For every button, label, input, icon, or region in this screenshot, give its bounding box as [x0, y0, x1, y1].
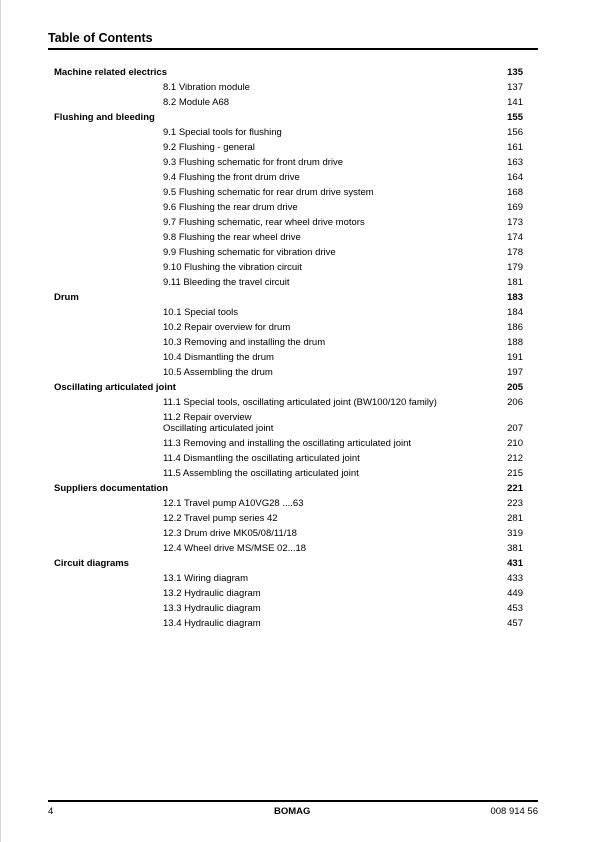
toc-section-entry[interactable] [54, 412, 524, 438]
toc-section-entry[interactable] [54, 97, 524, 112]
toc-entry-title: 9.3 Flushing schematic for front drum drive [163, 157, 344, 168]
toc-entry-page-number: 137 [507, 82, 523, 93]
toc-section-entry[interactable] [54, 588, 524, 603]
toc-entry-title: 9.1 Special tools for flushing [163, 127, 282, 138]
toc-section-entry[interactable] [54, 397, 524, 412]
toc-entry-page-number: 188 [507, 337, 523, 348]
toc-entry-title: 13.1 Wiring diagram [163, 573, 249, 584]
toc-entry-title: 8.1 Vibration module [163, 82, 250, 93]
toc-section-entry[interactable] [54, 277, 524, 292]
toc-entry-page-number: 169 [507, 202, 523, 213]
toc-section-entry[interactable] [54, 247, 524, 262]
toc-entry-page-number: 197 [507, 367, 523, 378]
toc-entry-title: Machine related electrics [54, 67, 167, 78]
toc-chapter-entry[interactable] [54, 382, 524, 397]
toc-section-entry[interactable] [54, 232, 524, 247]
footer-page-number: 4 [48, 806, 54, 817]
toc-section-entry[interactable] [54, 202, 524, 217]
toc-entry-title: 9.8 Flushing the rear wheel drive [163, 232, 301, 243]
toc-entry-page-number: 168 [507, 187, 523, 198]
toc-entry-page-number: 206 [507, 397, 523, 408]
header-divider [48, 48, 538, 50]
toc-entry-title: 9.2 Flushing - general [163, 142, 255, 153]
toc-entry-page-number: 281 [507, 513, 523, 524]
toc-entry-page-number: 449 [507, 588, 523, 599]
toc-entry-title: 10.3 Removing and installing the drum [163, 337, 326, 348]
toc-entry-title: 9.4 Flushing the front drum drive [163, 172, 300, 183]
toc-entry-page-number: 156 [507, 127, 523, 138]
toc-section-entry[interactable] [54, 127, 524, 142]
toc-entry-title: 13.3 Hydraulic diagram [163, 603, 261, 614]
toc-section-entry[interactable] [54, 573, 524, 588]
toc-entry-title: 11.5 Assembling the oscillating articulated joint [163, 468, 359, 479]
toc-entry-page-number: 207 [507, 423, 523, 434]
toc-entry-page-number: 215 [507, 468, 523, 479]
toc-entry-page-number: 212 [507, 453, 523, 464]
toc-entry-title: 10.2 Repair overview for drum [163, 322, 291, 333]
toc-section-entry[interactable] [54, 82, 524, 97]
toc-entry-title: 11.1 Special tools, oscillating articulated joint (BW100/120 family) [163, 397, 437, 408]
toc-entry-page-number: 431 [507, 558, 523, 569]
toc-entry-title: 9.5 Flushing schematic for rear drum drive system [163, 187, 374, 198]
footer-divider [48, 800, 538, 802]
toc-entry-title: Circuit diagrams [54, 558, 129, 569]
toc-entry-title: 11.2 Repair overview Oscillating articulated joint [163, 412, 274, 434]
toc-entry-page-number: 453 [507, 603, 523, 614]
toc-section-entry[interactable] [54, 367, 524, 382]
toc-section-entry[interactable] [54, 468, 524, 483]
toc-entry-page-number: 381 [507, 543, 523, 554]
toc-section-entry[interactable] [54, 498, 524, 513]
toc-chapter-entry[interactable] [54, 483, 524, 498]
toc-entry-title: 9.9 Flushing schematic for vibration drive [163, 247, 336, 258]
toc-section-entry[interactable] [54, 307, 524, 322]
toc-entry-page-number: 184 [507, 307, 523, 318]
toc-chapter-entry[interactable] [54, 112, 524, 127]
toc-section-entry[interactable] [54, 337, 524, 352]
toc-section-entry[interactable] [54, 543, 524, 558]
toc-entry-page-number: 319 [507, 528, 523, 539]
toc-section-entry[interactable] [54, 172, 524, 187]
toc-section-entry[interactable] [54, 618, 524, 633]
toc-section-entry[interactable] [54, 142, 524, 157]
toc-entry-page-number: 181 [507, 277, 523, 288]
toc-entry-title: 13.4 Hydraulic diagram [163, 618, 261, 629]
toc-section-entry[interactable] [54, 528, 524, 543]
footer-doc-number: 008 914 56 [490, 806, 538, 817]
toc-section-entry[interactable] [54, 603, 524, 618]
toc-entry-title: 9.10 Flushing the vibration circuit [163, 262, 302, 273]
toc-section-entry[interactable] [54, 513, 524, 528]
toc-entry-page-number: 457 [507, 618, 523, 629]
toc-entry-page-number: 164 [507, 172, 523, 183]
toc-entry-page-number: 183 [507, 292, 523, 303]
toc-entry-page-number: 174 [507, 232, 523, 243]
toc-entry-title: 9.7 Flushing schematic, rear wheel drive motors [163, 217, 365, 228]
toc-entry-title: 12.4 Wheel drive MS/MSE 02...18 [163, 543, 307, 554]
toc-entry-page-number: 141 [507, 97, 523, 108]
toc-entry-title: 10.4 Dismantling the drum [163, 352, 274, 363]
toc-section-entry[interactable] [54, 453, 524, 468]
toc-entry-title: 10.5 Assembling the drum [163, 367, 273, 378]
toc-entry-title: Drum [54, 292, 79, 303]
toc-entry-page-number: 179 [507, 262, 523, 273]
toc-section-entry[interactable] [54, 352, 524, 367]
table-of-contents [54, 67, 524, 633]
page-edge [0, 0, 1, 842]
toc-entry-page-number: 433 [507, 573, 523, 584]
toc-section-entry[interactable] [54, 322, 524, 337]
toc-entry-page-number: 223 [507, 498, 523, 509]
toc-entry-title: 12.3 Drum drive MK05/08/11/18 [163, 528, 297, 539]
toc-entry-page-number: 221 [507, 483, 523, 494]
toc-entry-title: 8.2 Module A68 [163, 97, 230, 108]
toc-entry-title: 11.4 Dismantling the oscillating articulated joint [163, 453, 360, 464]
toc-entry-page-number: 135 [507, 67, 523, 78]
toc-entry-page-number: 163 [507, 157, 523, 168]
page-title: Table of Contents [48, 31, 153, 45]
toc-entry-page-number: 205 [507, 382, 523, 393]
toc-section-entry[interactable] [54, 217, 524, 232]
toc-section-entry[interactable] [54, 157, 524, 172]
toc-entry-title: Flushing and bleeding [54, 112, 155, 123]
toc-section-entry[interactable] [54, 438, 524, 453]
toc-section-entry[interactable] [54, 262, 524, 277]
toc-entry-page-number: 210 [507, 438, 523, 449]
toc-entry-title: Oscillating articulated joint [54, 382, 176, 393]
toc-entry-page-number: 173 [507, 217, 523, 228]
toc-entry-page-number: 191 [507, 352, 523, 363]
toc-entry-title: 9.6 Flushing the rear drum drive [163, 202, 298, 213]
toc-entry-title: 10.1 Special tools [163, 307, 238, 318]
toc-entry-page-number: 186 [507, 322, 523, 333]
toc-entry-page-number: 155 [507, 112, 523, 123]
toc-entry-title: Suppliers documentation [54, 483, 169, 494]
toc-entry-title: 11.3 Removing and installing the oscillating articulated joint [163, 438, 412, 449]
toc-entry-title: 13.2 Hydraulic diagram [163, 588, 261, 599]
toc-section-entry[interactable] [54, 187, 524, 202]
toc-entry-title: 12.1 Travel pump A10VG28 ....63 [163, 498, 304, 509]
toc-chapter-entry[interactable] [54, 292, 524, 307]
toc-chapter-entry[interactable] [54, 67, 524, 82]
toc-entry-page-number: 161 [507, 142, 523, 153]
toc-chapter-entry[interactable] [54, 558, 524, 573]
footer-brand: BOMAG [274, 806, 311, 817]
toc-entry-page-number: 178 [507, 247, 523, 258]
toc-entry-title: 9.11 Bleeding the travel circuit [163, 277, 290, 288]
toc-entry-title: 12.2 Travel pump series 42 [163, 513, 278, 524]
